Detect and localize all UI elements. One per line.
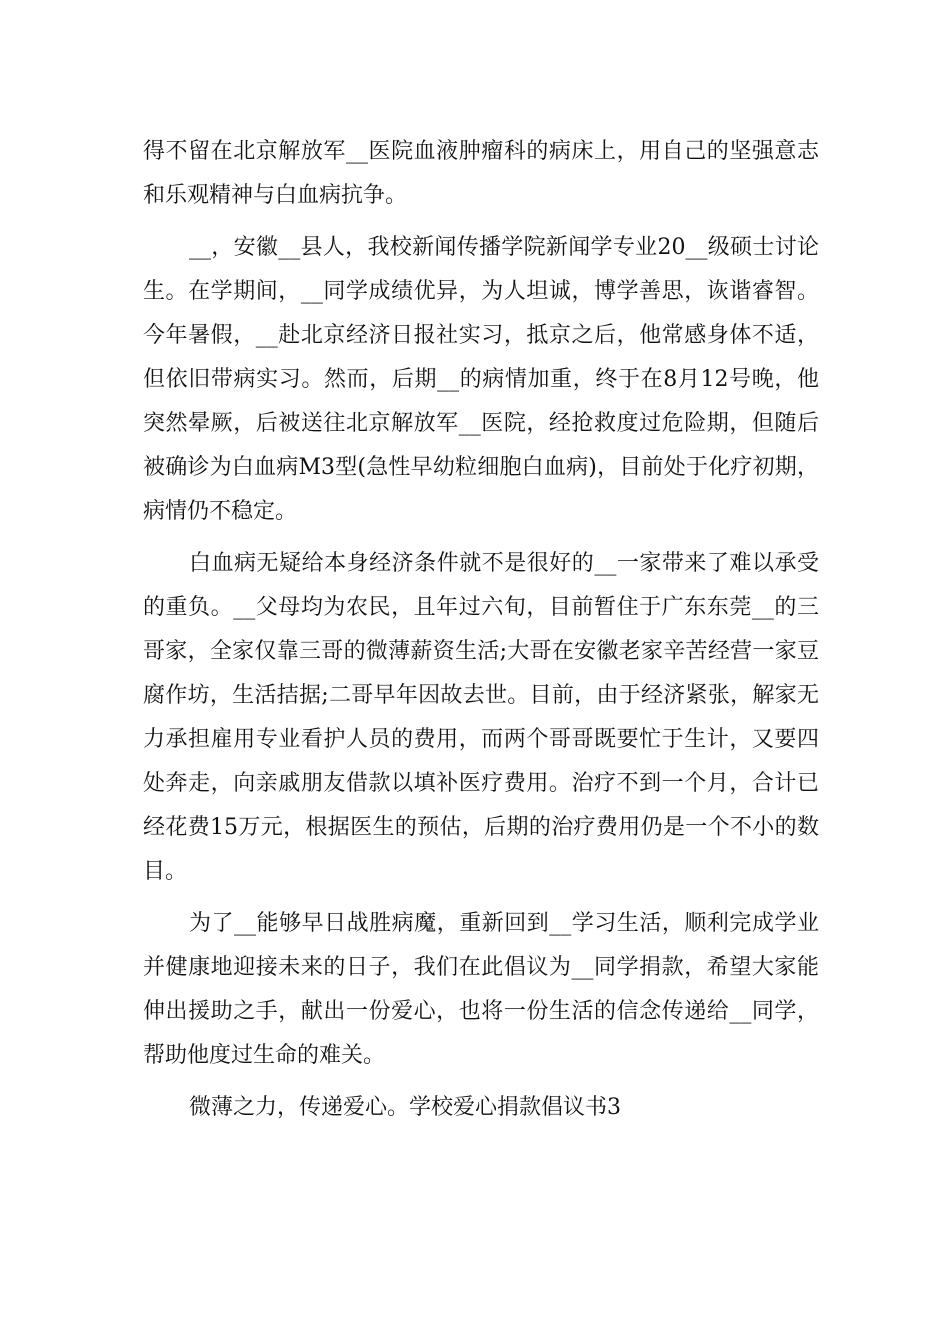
paragraph-student-background: __，安徽__县人，我校新闻传播学院新闻学专业20__级硕士讨论生。在学期间，__同学成绩优异，为人坦诚，博学善思，诙谐睿智。今年暑假，__赴北京经济日报社实习，抵京之后，他常感身体不适，但依旧带病实习。然而，后期__的病情加重，终于在8月12号晚，他突然晕厥，后被送往北京解放军__医院，经抢救度过危险期，但随后被确诊为白血病M3型(急性早幼粒细胞白血病)，目前处于化疗初期，病情仍不稳定。 — [143, 235, 819, 524]
paragraph-continuation: 得不留在北京解放军__医院血液肿瘤科的病床上，用自己的坚强意志和乐观精神与白血病抗争。 — [143, 139, 819, 208]
paragraph-family-hardship: 白血病无疑给本身经济条件就不是很好的__一家带来了难以承受的重负。__父母均为农民，且年过六旬，目前暂住于广东东莞__的三哥家，全家仅靠三哥的微薄薪资生活;大哥在安徽老家辛苦经营一家豆腐作坊，生活拮据;二哥早年因故去世。目前，由于经济紧张，解家无力承担雇用专业看护人员的费用，而两个哥哥既要忙于生计，又要四处奔走，向亲戚朋友借款以填补医疗费用。治疗不到一个月，合计已经花费15万元，根据医生的预估，后期的治疗费用仍是一个不小的数目。 — [143, 551, 819, 884]
document-body — [143, 130, 819, 1138]
paragraph-donation-appeal: 为了__能够早日战胜病魔，重新回到__学习生活，顺利完成学业并健康地迎接未来的日子，我们在此倡议为__同学捐款，希望大家能伸出援助之手，献出一份爱心，也将一份生活的信念传递给__同学，帮助他度过生命的难关。 — [143, 911, 819, 1068]
paragraph-closing-heading: 微薄之力，传递爱心。学校爱心捐款倡议书3 — [189, 1095, 621, 1120]
